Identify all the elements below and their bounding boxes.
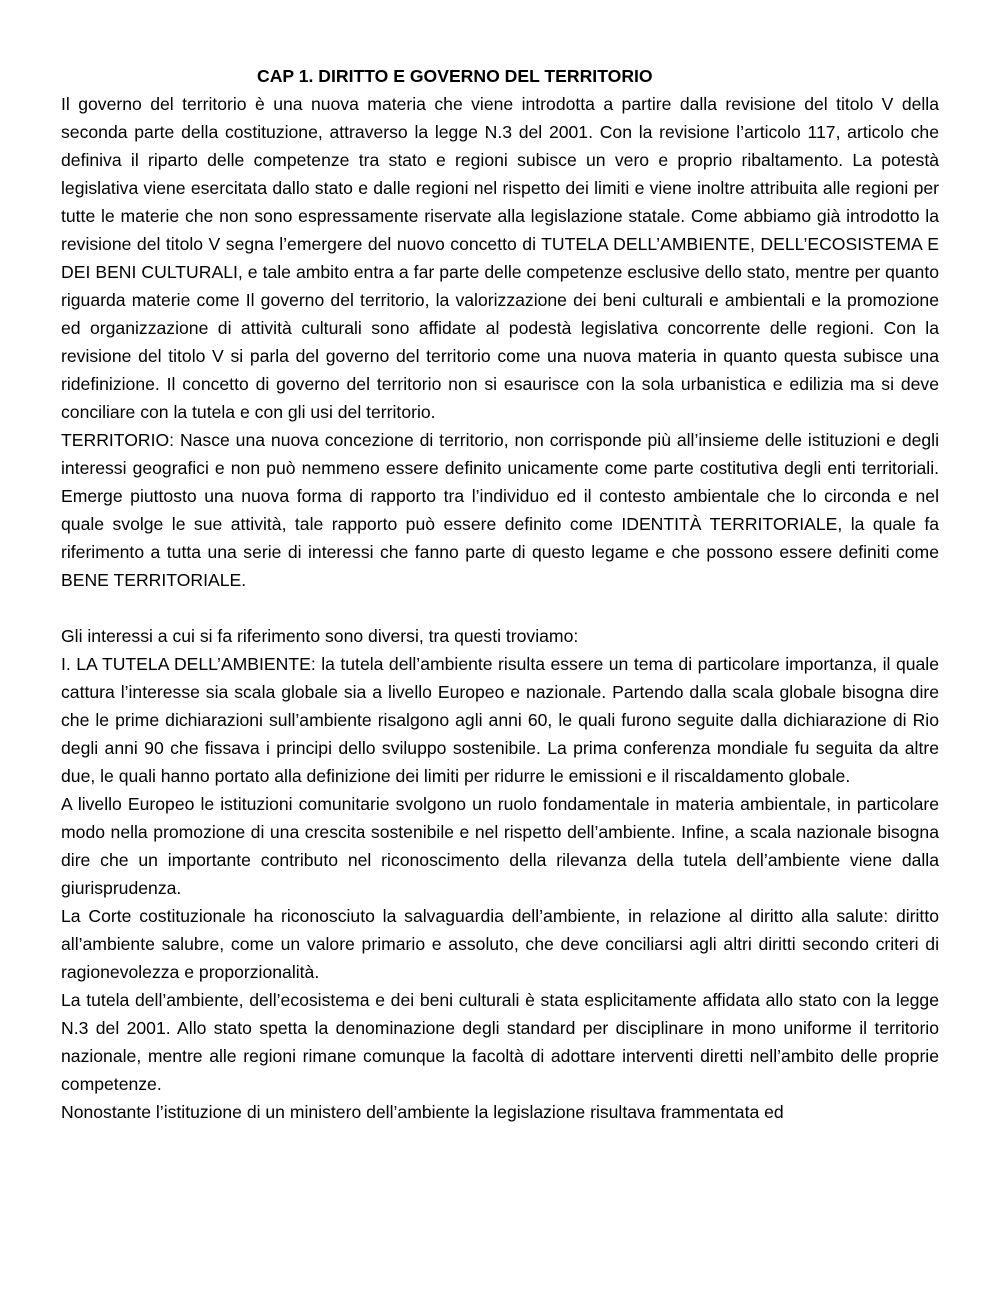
- paragraph-interessi-intro: Gli interessi a cui si fa riferimento sono diversi, tra questi troviamo:: [61, 626, 579, 646]
- paragraph-ministero-ambiente: Nonostante l’istituzione di un ministero dell’ambiente la legislazione risultava frammentata ed: [61, 1102, 784, 1122]
- document-body: [61, 62, 939, 1126]
- paragraph-corte-costituzionale: La Corte costituzionale ha riconosciuto la salvaguardia dell’ambiente, in relazione al diritto alla salute: diritto all’ambiente salubre, come un valore primario e assoluto, che deve conciliarsi agli altri diritti secondo criteri di ragionevolezza e proporzionalità.: [61, 906, 939, 982]
- chapter-title: CAP 1. DIRITTO E GOVERNO DEL TERRITORIO: [257, 66, 653, 86]
- paragraph-governo-territorio: Il governo del territorio è una nuova materia che viene introdotta a partire dalla revisione del titolo V della seconda parte della costituzione, attraverso la legge N.3 del 2001. Con la revisione l’articolo 117, articolo che definiva il riparto delle competenze tra stato e regioni subisce un vero e proprio ribaltamento. La potestà legislativa viene esercitata dallo stato e dalle regioni nel rispetto dei limiti e viene inoltre attribuita alle regioni per tutte le materie che non sono espressamente riservate alla legislazione statale. Come abbiamo già introdotto la revisione del titolo V segna l’emergere del nuovo concetto di TUTELA DELL’AMBIENTE, DELL’ECOSISTEMA E DEI BENI CULTURALI, e tale ambito entra a far parte delle competenze esclusive dello stato, mentre per quanto riguarda materie come Il governo del territorio, la valorizzazione dei beni culturali e ambientali e la promozione ed organizzazione di attività culturali sono affidate al podestà legislativa concorrente delle regioni. Con la revisione del titolo V si parla del governo del territorio come una nuova materia in quanto questa subisce una ridefinizione. Il concetto di governo del territorio non si esaurisce con la sola urbanistica e edilizia ma si deve conciliare con la tutela e con gli usi del territorio.: [61, 94, 939, 422]
- paragraph-tutela-ambiente: I. LA TUTELA DELL’AMBIENTE: la tutela dell’ambiente risulta essere un tema di particolare importanza, il quale cattura l’interesse sia scala globale sia a livello Europeo e nazionale. Partendo dalla scala globale bisogna dire che le prime dichiarazioni sull’ambiente risalgono agli anni 60, le quali furono seguite dalla dichiarazione di Rio degli anni 90 che fissava i principi dello sviluppo sostenibile. La prima conferenza mondiale fu seguita da altre due, le quali hanno portato alla definizione dei limiti per ridurre le emissioni e il riscaldamento globale.: [61, 654, 939, 786]
- paragraph-territorio: TERRITORIO: Nasce una nuova concezione di territorio, non corrisponde più all’insieme delle istituzioni e degli interessi geografici e non può nemmeno essere definito unicamente come parte costitutiva degli enti territoriali. Emerge piuttosto una nuova forma di rapporto tra l’individuo ed il contesto ambientale che lo circonda e nel quale svolge le sue attività, tale rapporto può essere definito come IDENTITÀ TERRITORIALE, la quale fa riferimento a tutta una serie di interessi che fanno parte di questo legame e che possono essere definiti come BENE TERRITORIALE.: [61, 430, 939, 590]
- paragraph-tutela-stato: La tutela dell’ambiente, dell’ecosistema e dei beni culturali è stata esplicitamente affidata allo stato con la legge N.3 del 2001. Allo stato spetta la denominazione degli standard per disciplinare in mono uniforme il territorio nazionale, mentre alle regioni rimane comunque la facoltà di adottare interventi diretti nell’ambito delle proprie competenze.: [61, 990, 939, 1094]
- blank-line: [61, 594, 939, 622]
- paragraph-livello-europeo: A livello Europeo le istituzioni comunitarie svolgono un ruolo fondamentale in materia ambientale, in particolare modo nella promozione di una crescita sostenibile e nel rispetto dell’ambiente. Infine, a scala nazionale bisogna dire che un importante contributo nel riconoscimento della rilevanza della tutela dell’ambiente viene dalla giurisprudenza.: [61, 794, 939, 898]
